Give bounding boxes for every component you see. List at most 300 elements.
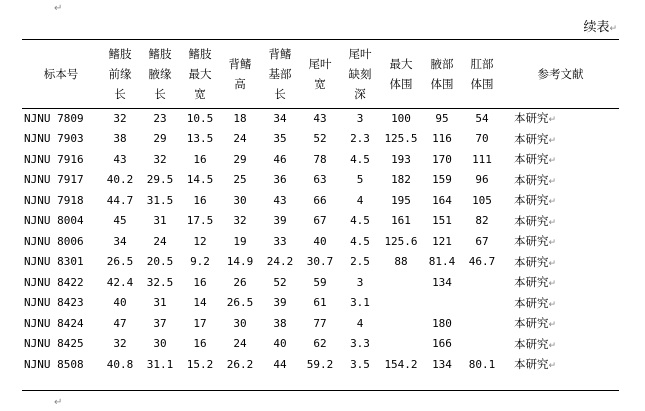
cell-value: 9.2 xyxy=(190,255,210,269)
cell-value: 180 xyxy=(432,316,452,330)
column-header-line: 鳍肢 xyxy=(188,47,212,61)
cell-value: 40 xyxy=(313,234,327,248)
column-header-line: 高 xyxy=(234,77,246,91)
cell-value: 本研究 xyxy=(514,234,549,249)
cell-value: 61 xyxy=(313,296,327,310)
measurement-cell xyxy=(140,313,180,334)
cell-value: 16 xyxy=(193,152,207,166)
measurement-cell xyxy=(260,170,300,191)
cell-value: 5 xyxy=(356,173,364,187)
cell-value: 81.4 xyxy=(428,255,456,269)
measurement-cell xyxy=(100,293,140,314)
specimen-id-cell xyxy=(22,293,100,314)
measurement-cell xyxy=(340,252,380,273)
measurement-cell xyxy=(462,170,502,191)
column-header-line: 体围 xyxy=(430,77,454,91)
reference-cell xyxy=(502,211,619,232)
measurement-cell xyxy=(180,231,220,252)
cell-value: 本研究 xyxy=(514,172,549,187)
column-header-line: 尾叶 xyxy=(348,47,372,61)
cell-value: 38 xyxy=(273,316,287,330)
cell-value: 121 xyxy=(432,234,452,248)
cell-value: 本研究 xyxy=(514,336,549,351)
measurement-cell xyxy=(220,149,260,170)
column-header xyxy=(380,40,422,108)
column-header-line: 尾叶 xyxy=(308,57,332,71)
measurement-cell xyxy=(140,252,180,273)
cell-value: 本研究 xyxy=(514,152,549,167)
cell-value: 30 xyxy=(233,193,247,207)
measurement-cell xyxy=(300,170,340,191)
cell-value: 32 xyxy=(153,152,167,166)
cell-value: NJNU 8006 xyxy=(24,234,84,248)
cell-value: NJNU 7916 xyxy=(24,152,84,166)
cell-value: 134 xyxy=(432,357,452,371)
paragraph-mark: ↵ xyxy=(548,361,557,372)
cell-value: 46.7 xyxy=(468,255,496,269)
measurement-cell xyxy=(300,293,340,314)
cell-value: 本研究 xyxy=(514,295,549,310)
cell-value: 39 xyxy=(273,214,287,228)
column-header-line: 腋缘 xyxy=(148,67,172,81)
measurement-cell xyxy=(340,190,380,211)
cell-value: NJNU 8423 xyxy=(24,296,84,310)
cell-value: NJNU 8004 xyxy=(24,214,84,228)
cell-value: 66 xyxy=(313,193,327,207)
measurement-cell xyxy=(140,293,180,314)
column-header-line: 长 xyxy=(114,87,126,101)
measurement-cell xyxy=(100,170,140,191)
measurement-cell xyxy=(180,313,220,334)
measurement-cell xyxy=(380,313,422,334)
measurement-cell xyxy=(100,129,140,150)
cell-value: 26.5 xyxy=(226,296,254,310)
measurement-cell xyxy=(422,293,462,314)
table-row xyxy=(22,190,619,211)
cell-value: NJNU 8425 xyxy=(24,337,84,351)
cell-value: 20.5 xyxy=(146,255,174,269)
measurement-table xyxy=(22,40,619,375)
cell-value: 100 xyxy=(391,111,411,125)
cell-value: 46 xyxy=(273,152,287,166)
paragraph-mark: ↵ xyxy=(548,115,557,126)
measurement-cell xyxy=(180,293,220,314)
column-header xyxy=(140,40,180,108)
cell-value: 15.2 xyxy=(186,357,214,371)
table-row xyxy=(22,334,619,355)
paragraph-mark: ↵ xyxy=(548,279,557,290)
cell-value: 16 xyxy=(193,275,207,289)
cell-value: 14 xyxy=(193,296,207,310)
measurement-cell xyxy=(220,272,260,293)
measurement-cell xyxy=(180,149,220,170)
measurement-cell xyxy=(180,190,220,211)
measurement-cell xyxy=(100,272,140,293)
measurement-cell xyxy=(180,354,220,375)
measurement-cell xyxy=(140,272,180,293)
measurement-cell xyxy=(380,231,422,252)
column-header-line: 缺刻 xyxy=(348,67,372,81)
measurement-cell xyxy=(380,252,422,273)
measurement-cell xyxy=(380,149,422,170)
cell-value: 31.1 xyxy=(146,357,174,371)
cell-value: 125.6 xyxy=(384,234,418,248)
measurement-cell xyxy=(380,334,422,355)
column-header-line: 鳍肢 xyxy=(148,47,172,61)
measurement-cell xyxy=(462,252,502,273)
cell-value: 43 xyxy=(113,152,127,166)
table-header-row xyxy=(22,40,619,108)
column-header xyxy=(422,40,462,108)
cell-value: 125.5 xyxy=(384,132,418,146)
cell-value: 24.2 xyxy=(266,255,294,269)
cell-value: NJNU 8301 xyxy=(24,255,84,269)
reference-cell xyxy=(502,108,619,129)
cell-value: 4.5 xyxy=(350,152,370,166)
cell-value: 80.1 xyxy=(468,357,496,371)
measurement-cell xyxy=(422,129,462,150)
measurement-cell xyxy=(220,293,260,314)
table-row xyxy=(22,170,619,191)
cell-value: 43 xyxy=(313,111,327,125)
cell-value: 193 xyxy=(391,152,411,166)
specimen-id-cell xyxy=(22,190,100,211)
paragraph-mark: ↵ xyxy=(548,340,557,351)
measurement-cell xyxy=(380,129,422,150)
column-header-line: 鳍肢 xyxy=(108,47,132,61)
cell-value: 170 xyxy=(432,152,452,166)
cell-value: 23 xyxy=(153,111,167,125)
measurement-cell xyxy=(260,231,300,252)
measurement-cell xyxy=(422,108,462,129)
measurement-cell xyxy=(300,313,340,334)
cell-value: 32 xyxy=(113,337,127,351)
measurement-cell xyxy=(340,334,380,355)
measurement-cell xyxy=(422,334,462,355)
measurement-cell xyxy=(180,170,220,191)
cell-value: 18 xyxy=(233,111,247,125)
column-header xyxy=(340,40,380,108)
measurement-cell xyxy=(220,354,260,375)
cell-value: NJNU 8422 xyxy=(24,275,84,289)
cell-value: 166 xyxy=(432,337,452,351)
measurement-cell xyxy=(100,211,140,232)
measurement-cell xyxy=(260,334,300,355)
column-header-line: 宽 xyxy=(314,77,326,91)
measurement-cell xyxy=(180,211,220,232)
cell-value: 62 xyxy=(313,337,327,351)
measurement-cell xyxy=(100,334,140,355)
measurement-cell xyxy=(100,108,140,129)
paragraph-mark: ↵ xyxy=(548,176,557,187)
cell-value: 182 xyxy=(391,173,411,187)
measurement-cell xyxy=(422,149,462,170)
cell-value: 34 xyxy=(273,111,287,125)
measurement-cell xyxy=(140,108,180,129)
cell-value: 44.7 xyxy=(106,193,134,207)
cell-value: 54 xyxy=(475,111,489,125)
paragraph-mark: ↵ xyxy=(548,135,557,146)
measurement-cell xyxy=(260,293,300,314)
measurement-cell xyxy=(260,149,300,170)
measurement-cell xyxy=(340,211,380,232)
specimen-id-cell xyxy=(22,354,100,375)
cell-value: 26.2 xyxy=(226,357,254,371)
cell-value: 4.5 xyxy=(350,234,370,248)
column-header-line: 最大 xyxy=(389,57,413,71)
cell-value: 59.2 xyxy=(306,357,334,371)
column-header-line: 背鳍 xyxy=(268,47,292,61)
cell-value: 26.5 xyxy=(106,255,134,269)
cell-value: 本研究 xyxy=(514,111,549,126)
reference-cell xyxy=(502,334,619,355)
measurement-cell xyxy=(462,231,502,252)
cell-value: 30 xyxy=(233,316,247,330)
column-header-line: 标本号 xyxy=(43,67,79,81)
cell-value: 30 xyxy=(153,337,167,351)
measurement-cell xyxy=(380,211,422,232)
measurement-cell xyxy=(260,272,300,293)
measurement-cell xyxy=(462,190,502,211)
cell-value: 33 xyxy=(273,234,287,248)
cell-value: 26 xyxy=(233,275,247,289)
reference-cell xyxy=(502,354,619,375)
measurement-cell xyxy=(220,252,260,273)
reference-cell xyxy=(502,231,619,252)
measurement-cell xyxy=(100,313,140,334)
measurement-cell xyxy=(140,149,180,170)
paragraph-mark: ↵ xyxy=(548,156,557,167)
cell-value: 35 xyxy=(273,132,287,146)
reference-cell xyxy=(502,170,619,191)
column-header-line: 体围 xyxy=(470,77,494,91)
column-header-line: 前缘 xyxy=(108,67,132,81)
cell-value: 17 xyxy=(193,316,207,330)
column-header-line: 宽 xyxy=(194,87,206,101)
column-header-line: 腋部 xyxy=(430,57,454,71)
cell-value: 134 xyxy=(432,275,452,289)
column-header xyxy=(100,40,140,108)
cell-value: 195 xyxy=(391,193,411,207)
cell-value: 19 xyxy=(233,234,247,248)
reference-cell xyxy=(502,129,619,150)
cell-value: 2.3 xyxy=(350,132,370,146)
measurement-cell xyxy=(180,334,220,355)
measurement-cell xyxy=(462,211,502,232)
cell-value: 32 xyxy=(113,111,127,125)
cell-value: NJNU 7917 xyxy=(24,173,84,187)
measurement-cell xyxy=(422,252,462,273)
measurement-cell xyxy=(462,354,502,375)
measurement-cell xyxy=(220,108,260,129)
measurement-cell xyxy=(340,108,380,129)
measurement-cell xyxy=(100,149,140,170)
measurement-cell xyxy=(380,354,422,375)
cell-value: 14.5 xyxy=(186,173,214,187)
cell-value: 42.4 xyxy=(106,275,134,289)
cell-value: 32 xyxy=(233,214,247,228)
column-header-line: 最大 xyxy=(188,67,212,81)
measurement-cell xyxy=(260,313,300,334)
cell-value: 159 xyxy=(432,173,452,187)
measurement-cell xyxy=(300,334,340,355)
cell-value: 4 xyxy=(356,316,364,330)
measurement-cell xyxy=(100,252,140,273)
specimen-id-cell xyxy=(22,129,100,150)
cell-value: 77 xyxy=(313,316,327,330)
measurement-cell xyxy=(462,149,502,170)
paragraph-mark-bottom: ↵ xyxy=(54,397,63,408)
measurement-cell xyxy=(220,313,260,334)
measurement-cell xyxy=(422,170,462,191)
table-row xyxy=(22,149,619,170)
measurement-cell xyxy=(300,231,340,252)
cell-value: 38 xyxy=(113,132,127,146)
measurement-cell xyxy=(422,272,462,293)
table-bottom-rule xyxy=(22,390,619,391)
measurement-cell xyxy=(462,334,502,355)
cell-value: 4.5 xyxy=(350,214,370,228)
measurement-cell xyxy=(340,149,380,170)
cell-value: 31 xyxy=(153,296,167,310)
continued-label: 续表↵ xyxy=(583,20,617,35)
table-row xyxy=(22,231,619,252)
measurement-cell xyxy=(140,170,180,191)
specimen-id-cell xyxy=(22,231,100,252)
cell-value: 3.1 xyxy=(350,296,370,310)
cell-value: 40.8 xyxy=(106,357,134,371)
reference-cell xyxy=(502,252,619,273)
measurement-cell xyxy=(300,108,340,129)
measurement-cell xyxy=(220,190,260,211)
cell-value: 14.9 xyxy=(226,255,254,269)
measurement-cell xyxy=(260,190,300,211)
table-row xyxy=(22,211,619,232)
measurement-cell xyxy=(220,170,260,191)
cell-value: 45 xyxy=(113,214,127,228)
cell-value: 12 xyxy=(193,234,207,248)
cell-value: NJNU 7809 xyxy=(24,111,84,125)
column-header-line: 长 xyxy=(274,87,286,101)
column-header xyxy=(260,40,300,108)
measurement-cell xyxy=(180,252,220,273)
measurement-cell xyxy=(300,190,340,211)
measurement-cell xyxy=(340,313,380,334)
measurement-cell xyxy=(300,129,340,150)
measurement-cell xyxy=(380,108,422,129)
cell-value: 47 xyxy=(113,316,127,330)
cell-value: 59 xyxy=(313,275,327,289)
cell-value: 25 xyxy=(233,173,247,187)
measurement-cell xyxy=(180,272,220,293)
specimen-id-cell xyxy=(22,170,100,191)
table-row xyxy=(22,313,619,334)
paragraph-mark: ↵ xyxy=(548,258,557,269)
specimen-id-cell xyxy=(22,108,100,129)
measurement-cell xyxy=(380,272,422,293)
paragraph-mark: ↵ xyxy=(548,217,557,228)
measurement-cell xyxy=(300,272,340,293)
cell-value: 111 xyxy=(472,152,492,166)
column-header xyxy=(22,40,100,108)
cell-value: 67 xyxy=(313,214,327,228)
reference-cell xyxy=(502,272,619,293)
specimen-id-cell xyxy=(22,211,100,232)
cell-value: 164 xyxy=(432,193,452,207)
column-header xyxy=(180,40,220,108)
measurement-cell xyxy=(140,334,180,355)
measurement-cell xyxy=(340,354,380,375)
table-row xyxy=(22,272,619,293)
measurement-cell xyxy=(300,252,340,273)
cell-value: 40 xyxy=(273,337,287,351)
cell-value: 29.5 xyxy=(146,173,174,187)
measurement-cell xyxy=(220,129,260,150)
column-header-line: 基部 xyxy=(268,67,292,81)
cell-value: 82 xyxy=(475,214,489,228)
measurement-cell xyxy=(300,149,340,170)
measurement-cell xyxy=(140,190,180,211)
column-header-line: 体围 xyxy=(389,77,413,91)
measurement-cell xyxy=(140,129,180,150)
cell-value: 40.2 xyxy=(106,173,134,187)
measurement-cell xyxy=(180,129,220,150)
cell-value: NJNU 7903 xyxy=(24,132,84,146)
cell-value: 161 xyxy=(391,214,411,228)
measurement-cell xyxy=(260,252,300,273)
cell-value: 29 xyxy=(233,152,247,166)
cell-value: 本研究 xyxy=(514,193,549,208)
cell-value: 40 xyxy=(113,296,127,310)
cell-value: 37 xyxy=(153,316,167,330)
column-header xyxy=(462,40,502,108)
cell-value: 67 xyxy=(475,234,489,248)
cell-value: 31 xyxy=(153,214,167,228)
cell-value: 17.5 xyxy=(186,214,214,228)
measurement-cell xyxy=(100,354,140,375)
paragraph-mark-top: ↵ xyxy=(54,3,63,14)
reference-cell xyxy=(502,313,619,334)
measurement-cell xyxy=(340,293,380,314)
cell-value: 24 xyxy=(233,337,247,351)
measurement-cell xyxy=(300,211,340,232)
specimen-id-cell xyxy=(22,252,100,273)
measurement-cell xyxy=(422,313,462,334)
table-body xyxy=(22,108,619,375)
measurement-cell xyxy=(260,211,300,232)
cell-value: 39 xyxy=(273,296,287,310)
column-header-line: 长 xyxy=(154,87,166,101)
measurement-cell xyxy=(462,108,502,129)
reference-cell xyxy=(502,190,619,211)
measurement-cell xyxy=(140,231,180,252)
cell-value: NJNU 8508 xyxy=(24,357,84,371)
cell-value: 36 xyxy=(273,173,287,187)
column-header xyxy=(220,40,260,108)
measurement-cell xyxy=(380,170,422,191)
measurement-cell xyxy=(260,108,300,129)
measurement-cell xyxy=(422,211,462,232)
cell-value: 52 xyxy=(313,132,327,146)
specimen-id-cell xyxy=(22,334,100,355)
paragraph-mark: ↵ xyxy=(548,299,557,310)
measurement-cell xyxy=(422,231,462,252)
measurement-cell xyxy=(462,293,502,314)
measurement-cell xyxy=(220,211,260,232)
cell-value: 本研究 xyxy=(514,316,549,331)
cell-value: 2.5 xyxy=(350,255,370,269)
table-row xyxy=(22,252,619,273)
